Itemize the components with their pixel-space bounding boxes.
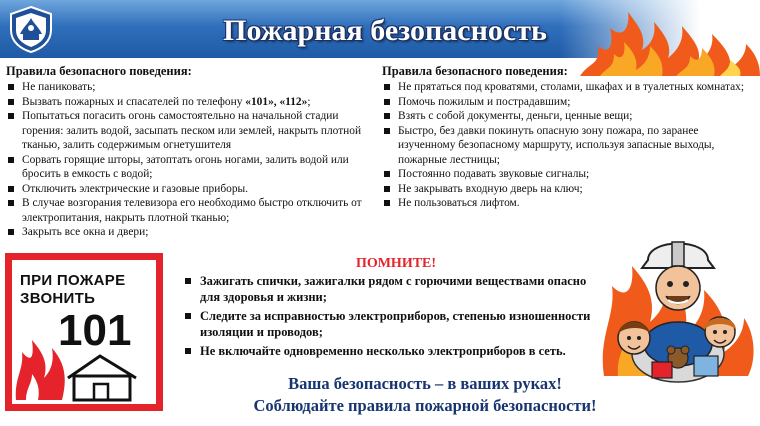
emblem-icon (6, 4, 56, 54)
list-item: Не пользоваться лифтом. (382, 196, 752, 211)
list-item: Вызвать пожарных и спасателей по телефону «101», «112»; (6, 95, 370, 110)
left-rules-list (6, 80, 370, 240)
list-item: Зажигать спички, зажигалки рядом с горючими веществами опасно для здоровья и жизни; (182, 273, 592, 305)
list-item: Сорвать горящие шторы, затоптать огонь ногами, залить водой или бросить в емкость с водой; (6, 153, 370, 182)
left-rules-column (6, 64, 370, 240)
list-item: Не включайте одновременно несколько электроприборов в сеть. (182, 343, 592, 359)
list-item: Следите за исправностью электроприборов, степенью изношенности изоляции и проводов; (182, 308, 592, 340)
list-item: Не прятаться под кроватями, столами, шкафах и в туалетных комнатах; (382, 80, 752, 95)
list-item: Отключить электрические и газовые приборы. (6, 182, 370, 197)
emergency-call-sign (5, 253, 163, 411)
right-rules-list (382, 80, 752, 211)
list-item: Помочь пожилым и пострадавшим; (382, 95, 752, 110)
sign-text-line2: ЗВОНИТЬ (20, 290, 96, 307)
sign-panel (12, 260, 156, 404)
emergency-number: 101 (58, 306, 132, 355)
list-item: Не закрывать входную дверь на ключ; (382, 182, 752, 197)
list-item: Не паниковать; (6, 80, 370, 95)
footer-slogan-2: Соблюдайте правила пожарной безопасности! (253, 396, 597, 415)
firefighter-with-children-icon (598, 226, 756, 386)
right-rules-heading: Правила безопасного поведения: (382, 64, 568, 78)
list-item: Взять с собой документы, деньги, ценные вещи; (382, 109, 752, 124)
page-title: Пожарная безопасность (223, 14, 547, 47)
sign-text-line1: ПРИ ПОЖАРЕ (20, 272, 126, 289)
list-item: Постоянно подавать звуковые сигналы; (382, 167, 752, 182)
list-item: Попытаться погасить огонь самостоятельно на начальной стадии горения: залить водой, засыпать песком или землей, накрыть плотной тканью, залить содержимым огнетушителя (6, 109, 370, 153)
remember-list (182, 273, 592, 362)
footer-slogan-1: Ваша безопасность – в ваших руках! (288, 374, 562, 393)
left-rules-heading: Правила безопасного поведения: (6, 64, 192, 78)
list-item: Закрыть все окна и двери; (6, 225, 370, 240)
remember-title: ПОМНИТЕ! (355, 256, 437, 271)
list-item: В случае возгорания телевизора его необходимо быстро отключить от электропитания, накрыть плотной тканью; (6, 196, 370, 225)
right-rules-column (382, 64, 752, 211)
list-item: Быстро, без давки покинуть опасную зону пожара, по заранее изученному безопасному маршруту, используя запасные выходы, пожарные лестницы; (382, 124, 752, 168)
